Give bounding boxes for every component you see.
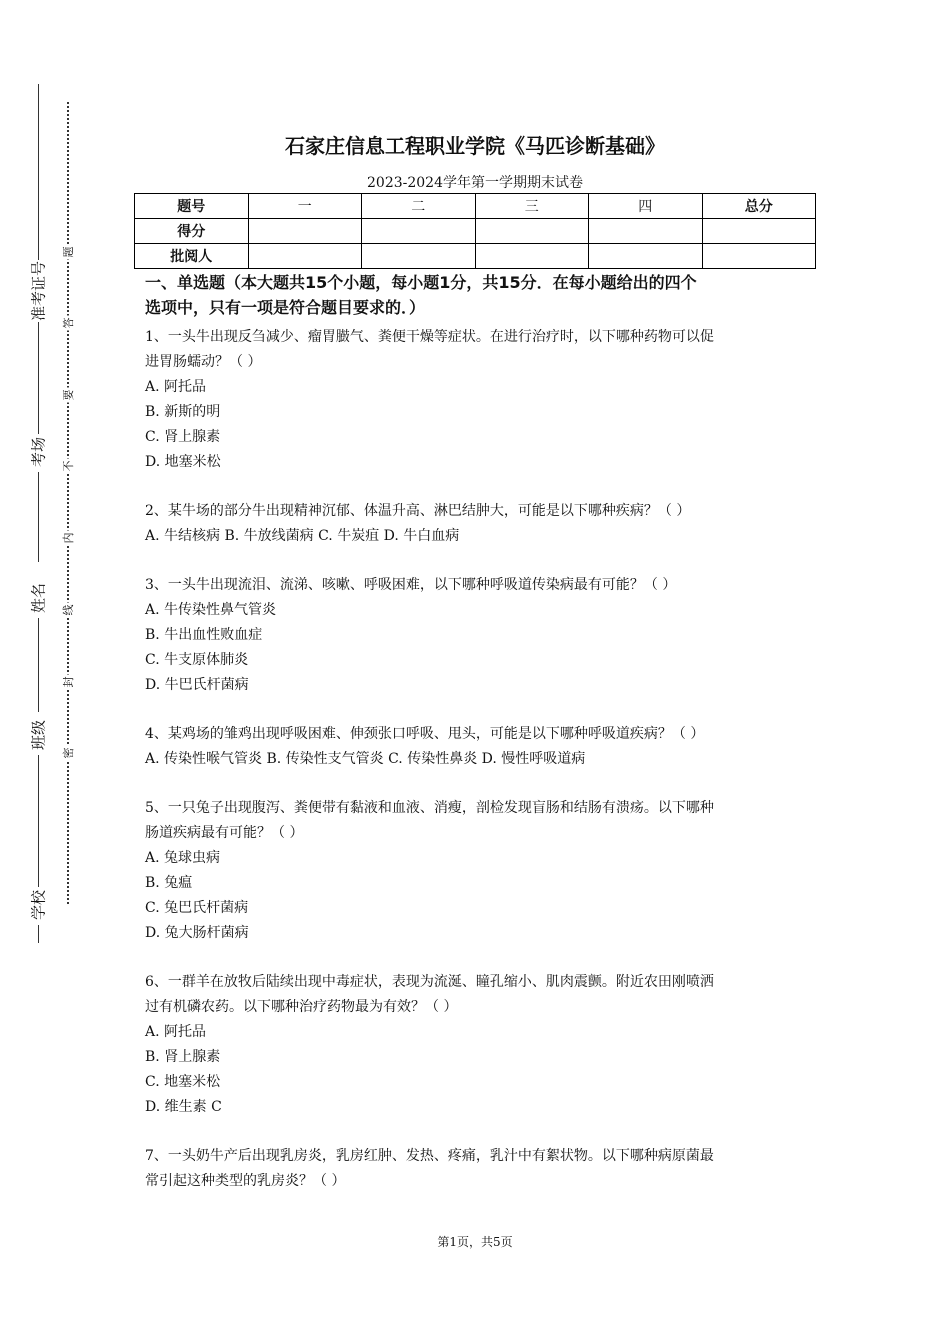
seal-char: 密 bbox=[59, 746, 77, 761]
option: A. 阿托品 bbox=[145, 379, 207, 395]
option: D. 维生素 C bbox=[145, 1099, 222, 1115]
option: B. 牛出血性败血症 bbox=[145, 627, 263, 643]
score-cell[interactable] bbox=[589, 219, 703, 244]
exam-room-label: 考场 bbox=[29, 436, 48, 468]
page-footer: 第1页，共5页 bbox=[437, 1235, 513, 1249]
seal-char: 封 bbox=[59, 675, 77, 690]
column-header: 题号 bbox=[135, 194, 249, 219]
name-label: 姓名 bbox=[29, 582, 48, 614]
option: A. 牛结核病 B. 牛放线菌病 C. 牛炭疽 D. 牛白血病 bbox=[145, 528, 460, 544]
reviewer-cell[interactable] bbox=[589, 244, 703, 269]
question-2 bbox=[145, 499, 810, 549]
option: D. 牛巴氏杆菌病 bbox=[145, 677, 249, 693]
question-6 bbox=[145, 970, 810, 1120]
section-heading-line: 一、单选题（本大题共15个小题，每小题1分，共15分．在每小题给出的四个 bbox=[145, 273, 697, 292]
exam-subtitle: 2023-2024学年第一学期期末试卷 bbox=[367, 175, 583, 191]
divider bbox=[38, 472, 39, 562]
option: B. 新斯的明 bbox=[145, 404, 221, 420]
column-header: 二 bbox=[362, 194, 476, 219]
row-header: 得分 bbox=[135, 219, 249, 244]
question-5 bbox=[145, 796, 810, 946]
score-table-header-row bbox=[135, 194, 816, 219]
question-1 bbox=[145, 325, 810, 475]
option: D. 地塞米松 bbox=[145, 454, 221, 470]
question-stem: 2、某牛场的部分牛出现精神沉郁、体温升高、淋巴结肿大，可能是以下哪种疾病？（ ） bbox=[145, 503, 691, 519]
option: C. 兔巴氏杆菌病 bbox=[145, 900, 249, 916]
option: C. 肾上腺素 bbox=[145, 429, 221, 445]
exam-content bbox=[145, 270, 810, 1194]
option: A. 牛传染性鼻气管炎 bbox=[145, 602, 277, 618]
score-row bbox=[135, 219, 816, 244]
score-cell[interactable] bbox=[702, 219, 816, 244]
score-cell[interactable] bbox=[248, 219, 362, 244]
question-stem: 过有机磷农药。以下哪种治疗药物最为有效？（ ） bbox=[145, 999, 458, 1015]
seal-char: 不 bbox=[59, 459, 77, 474]
class-label: 班级 bbox=[29, 719, 48, 751]
option: A. 兔球虫病 bbox=[145, 850, 221, 866]
column-header: 四 bbox=[589, 194, 703, 219]
score-table bbox=[134, 193, 816, 269]
reviewer-cell[interactable] bbox=[702, 244, 816, 269]
question-7 bbox=[145, 1144, 810, 1194]
question-stem: 7、一头奶牛产后出现乳房炎，乳房红肿、发热、疼痛，乳汁中有絮状物。以下哪种病原菌最 bbox=[145, 1148, 714, 1164]
question-stem: 5、一只兔子出现腹泻、粪便带有黏液和血液、消瘦，剖检发现盲肠和结肠有溃疡。以下哪种 bbox=[145, 800, 714, 816]
reviewer-cell[interactable] bbox=[362, 244, 476, 269]
question-stem: 3、一头牛出现流泪、流涕、咳嗽、呼吸困难，以下哪种呼吸道传染病最有可能？（ ） bbox=[145, 577, 677, 593]
seal-char: 线 bbox=[59, 603, 77, 618]
exam-title: 石家庄信息工程职业学院《马匹诊断基础》 bbox=[285, 134, 665, 158]
question-3 bbox=[145, 573, 810, 698]
column-header: 三 bbox=[475, 194, 589, 219]
seal-dotted-line bbox=[67, 102, 69, 904]
question-stem: 进胃肠蠕动？（ ） bbox=[145, 354, 262, 370]
reviewer-row bbox=[135, 244, 816, 269]
option: D. 兔大肠杆菌病 bbox=[145, 925, 249, 941]
score-cell[interactable] bbox=[362, 219, 476, 244]
option: A. 阿托品 bbox=[145, 1024, 207, 1040]
seal-char: 答 bbox=[59, 316, 77, 331]
school-label: 学校 bbox=[29, 889, 48, 921]
seal-char: 要 bbox=[59, 388, 77, 403]
reviewer-cell[interactable] bbox=[248, 244, 362, 269]
question-stem: 4、某鸡场的雏鸡出现呼吸困难、伸颈张口呼吸、甩头，可能是以下哪种呼吸道疾病？（ ） bbox=[145, 726, 705, 742]
question-4 bbox=[145, 722, 810, 772]
option: A. 传染性喉气管炎 B. 传染性支气管炎 C. 传染性鼻炎 D. 慢性呼吸道病 bbox=[145, 751, 586, 767]
seal-char: 内 bbox=[59, 531, 77, 546]
option: C. 牛支原体肺炎 bbox=[145, 652, 249, 668]
question-stem: 常引起这种类型的乳房炎？（ ） bbox=[145, 1173, 346, 1189]
question-stem: 6、一群羊在放牧后陆续出现中毒症状，表现为流涎、瞳孔缩小、肌肉震颤。附近农田刚喷洒 bbox=[145, 974, 714, 990]
column-header: 一 bbox=[248, 194, 362, 219]
reviewer-cell[interactable] bbox=[475, 244, 589, 269]
divider bbox=[38, 618, 39, 712]
section-heading-line: 选项中，只有一项是符合题目要求的．） bbox=[145, 298, 426, 317]
section-heading bbox=[145, 270, 810, 320]
question-stem: 1、一头牛出现反刍减少、瘤胃臌气、粪便干燥等症状。在进行治疗时，以下哪种药物可以促 bbox=[145, 329, 714, 345]
score-cell[interactable] bbox=[475, 219, 589, 244]
seal-char: 题 bbox=[59, 245, 77, 260]
row-header: 批阅人 bbox=[135, 244, 249, 269]
question-stem: 肠道疾病最有可能？（ ） bbox=[145, 825, 304, 841]
option: B. 肾上腺素 bbox=[145, 1049, 221, 1065]
option: C. 地塞米松 bbox=[145, 1074, 221, 1090]
exam-number-label: 准考证号 bbox=[29, 260, 48, 322]
column-header: 总分 bbox=[702, 194, 816, 219]
option: B. 兔瘟 bbox=[145, 875, 193, 891]
divider bbox=[38, 322, 39, 434]
divider bbox=[38, 755, 39, 887]
binding-margin bbox=[0, 0, 110, 1344]
divider bbox=[38, 925, 39, 943]
